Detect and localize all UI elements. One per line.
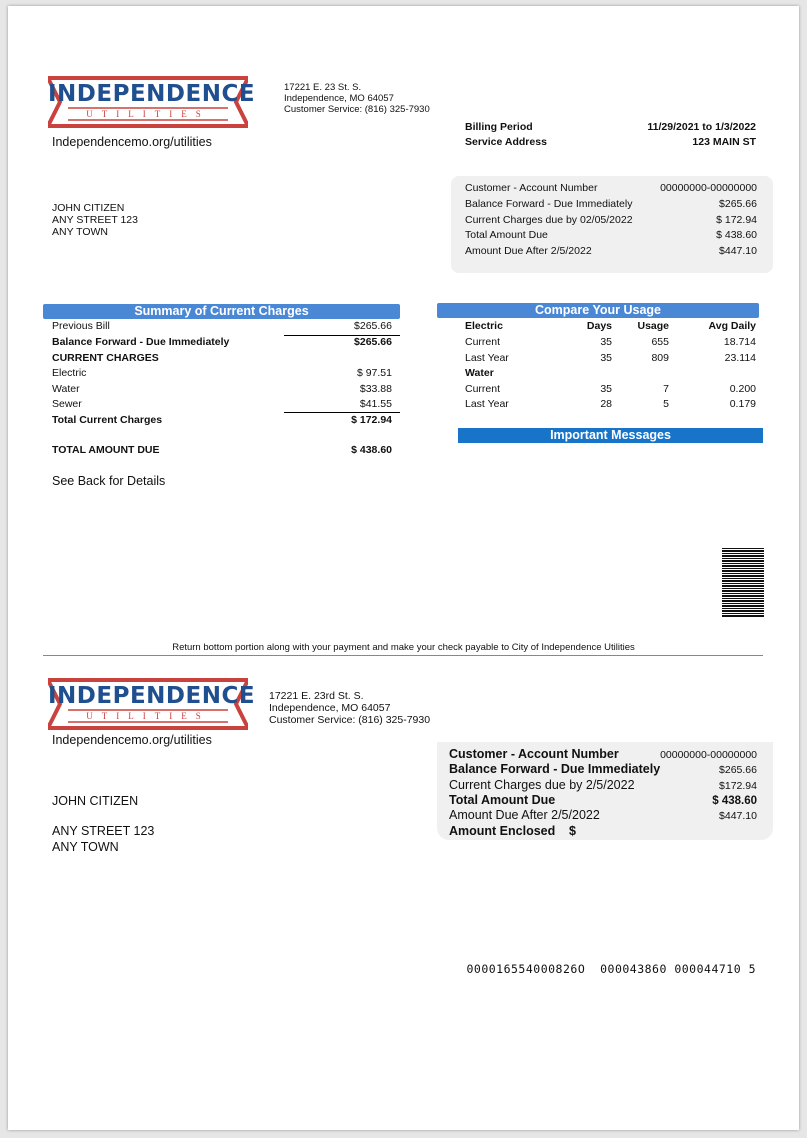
slip-account-number-row: [437, 747, 773, 762]
water-lastyear-usage: 5: [663, 398, 669, 410]
row-value: 00000000-00000000: [660, 749, 757, 761]
row-value: $447.10: [719, 245, 757, 257]
company-logo: [48, 76, 256, 128]
divider: [284, 412, 400, 413]
electric-lastyear-label: Last Year: [465, 352, 509, 364]
electric-current-avg: 18.714: [723, 336, 756, 348]
electric-current-usage: 655: [651, 336, 669, 348]
customer-name: JOHN CITIZEN: [52, 202, 125, 214]
slip-amount-enclosed-row[interactable]: [437, 824, 773, 839]
address-line: 17221 E. 23rd St. S.: [269, 690, 364, 702]
row-label: Current Charges due by 02/05/2022: [465, 214, 633, 226]
water-lastyear-days: 28: [600, 398, 612, 410]
address-line: Independence, MO 64057: [269, 702, 391, 714]
slip-customer-town: ANY TOWN: [52, 840, 119, 854]
electric-charge-value: $ 97.51: [356, 367, 392, 379]
row-label: Balance Forward - Due Immediately: [465, 198, 633, 210]
electric-lastyear-usage: 809: [651, 352, 669, 364]
logo-sub: UTILITIES: [86, 711, 210, 721]
water-charge-label: Water: [52, 383, 80, 395]
address-line: Customer Service: (816) 325-7930: [284, 104, 430, 115]
water-lastyear-label: Last Year: [465, 398, 509, 410]
billing-period-label: Billing Period: [465, 121, 533, 133]
sewer-charge-value: $41.55: [359, 398, 392, 410]
row-label: Current Charges due by 2/5/2022: [449, 778, 635, 792]
address-line: Independence, MO 64057: [284, 93, 394, 104]
water-heading: Water: [465, 367, 494, 379]
row-value: 00000000-00000000: [660, 182, 757, 194]
micr-line: 000016554000826O 000043860 000044710 5: [466, 962, 756, 976]
water-current-label: Current: [465, 383, 501, 395]
slip-company-logo: [48, 678, 256, 730]
address-line: Customer Service: (816) 325-7930: [269, 714, 431, 726]
total-due-value: $ 438.60: [351, 444, 392, 456]
account-number-row: [451, 182, 773, 197]
customer-town: ANY TOWN: [52, 226, 109, 238]
row-value: $265.66: [719, 198, 757, 210]
electric-current-label: Current: [465, 336, 501, 348]
customer-street: ANY STREET 123: [52, 214, 138, 226]
barcode: [722, 548, 764, 618]
company-address: [284, 82, 430, 115]
slip-balance-forward-row: [437, 762, 773, 777]
billing-period-value: 11/29/2021 to 1/3/2022: [647, 121, 756, 133]
service-address-label: Service Address: [465, 136, 547, 148]
bill-page: [8, 6, 799, 1130]
usage-col-type: Electric: [465, 320, 503, 332]
water-current-days: 35: [600, 383, 612, 395]
summary-header: Summary of Current Charges: [43, 304, 400, 319]
previous-bill-label: Previous Bill: [52, 320, 110, 332]
balance-forward-label: Balance Forward - Due Immediately: [52, 336, 230, 348]
usage-header: Compare Your Usage: [437, 303, 759, 318]
service-address-value: 123 MAIN ST: [692, 136, 756, 148]
row-label: Amount Due After 2/5/2022: [449, 808, 600, 822]
row-label: Total Amount Due: [449, 793, 556, 807]
row-label: Total Amount Due: [465, 229, 548, 241]
balance-forward-row: [451, 198, 773, 213]
customer-address: [52, 202, 138, 238]
previous-bill-value: $265.66: [354, 320, 392, 332]
usage-col-avg: Avg Daily: [708, 320, 756, 332]
water-current-avg: 0.200: [729, 383, 756, 395]
balance-forward-value: $265.66: [354, 336, 392, 348]
slip-customer-name: JOHN CITIZEN: [52, 794, 139, 808]
slip-website-link[interactable]: Independencemo.org/utilities: [52, 733, 212, 747]
total-due-row: [451, 229, 773, 244]
row-label: Customer - Account Number: [465, 182, 598, 194]
total-current-label: Total Current Charges: [52, 414, 163, 426]
electric-charge-label: Electric: [52, 367, 87, 379]
water-charge-value: $33.88: [359, 383, 392, 395]
slip-account-box: [437, 742, 773, 840]
row-label: Balance Forward - Due Immediately: [449, 762, 661, 776]
row-value: $ 438.60: [712, 795, 757, 807]
amount-after-row: [451, 245, 773, 260]
website-link[interactable]: Independencemo.org/utilities: [52, 135, 212, 149]
row-label: Customer - Account Number: [449, 747, 619, 761]
water-current-usage: 7: [663, 383, 669, 395]
amount-enclosed-label: Amount Enclosed: [449, 824, 556, 838]
logo-name: INDEPENDENCE: [48, 683, 256, 709]
row-value: $ 172.94: [716, 214, 757, 226]
row-value: $ 438.60: [716, 229, 757, 241]
row-value: $447.10: [719, 810, 757, 822]
total-current-value: $ 172.94: [351, 414, 392, 426]
address-line: 17221 E. 23 St. S.: [284, 82, 362, 93]
slip-total-due-row: [437, 793, 773, 808]
slip-customer-street: ANY STREET 123: [52, 824, 155, 838]
see-back-note: See Back for Details: [52, 474, 166, 488]
slip-company-address: [269, 690, 430, 726]
slip-amount-after-row: [437, 808, 773, 823]
sewer-charge-label: Sewer: [52, 398, 82, 410]
tear-line: [43, 655, 763, 656]
electric-lastyear-days: 35: [600, 352, 612, 364]
amount-enclosed-symbol: $: [569, 824, 576, 838]
account-summary-box: [451, 176, 773, 273]
row-value: $172.94: [719, 780, 757, 792]
water-lastyear-avg: 0.179: [729, 398, 756, 410]
usage-col-days: Days: [586, 320, 612, 332]
logo-name: INDEPENDENCE: [48, 81, 256, 107]
electric-lastyear-avg: 23.114: [724, 352, 756, 364]
current-charges-heading: CURRENT CHARGES: [52, 352, 159, 364]
total-due-label: TOTAL AMOUNT DUE: [52, 444, 160, 456]
current-charges-row: [451, 214, 773, 229]
row-value: $265.66: [719, 764, 757, 776]
return-note: Return bottom portion along with your payment and make your check payable to City of Independence Utilities: [172, 642, 635, 653]
logo-sub: UTILITIES: [86, 109, 210, 119]
usage-col-usage: Usage: [637, 320, 669, 332]
slip-current-charges-row: [437, 778, 773, 793]
electric-current-days: 35: [600, 336, 612, 348]
row-label: Amount Due After 2/5/2022: [465, 245, 592, 257]
important-messages-header: Important Messages: [458, 428, 763, 443]
